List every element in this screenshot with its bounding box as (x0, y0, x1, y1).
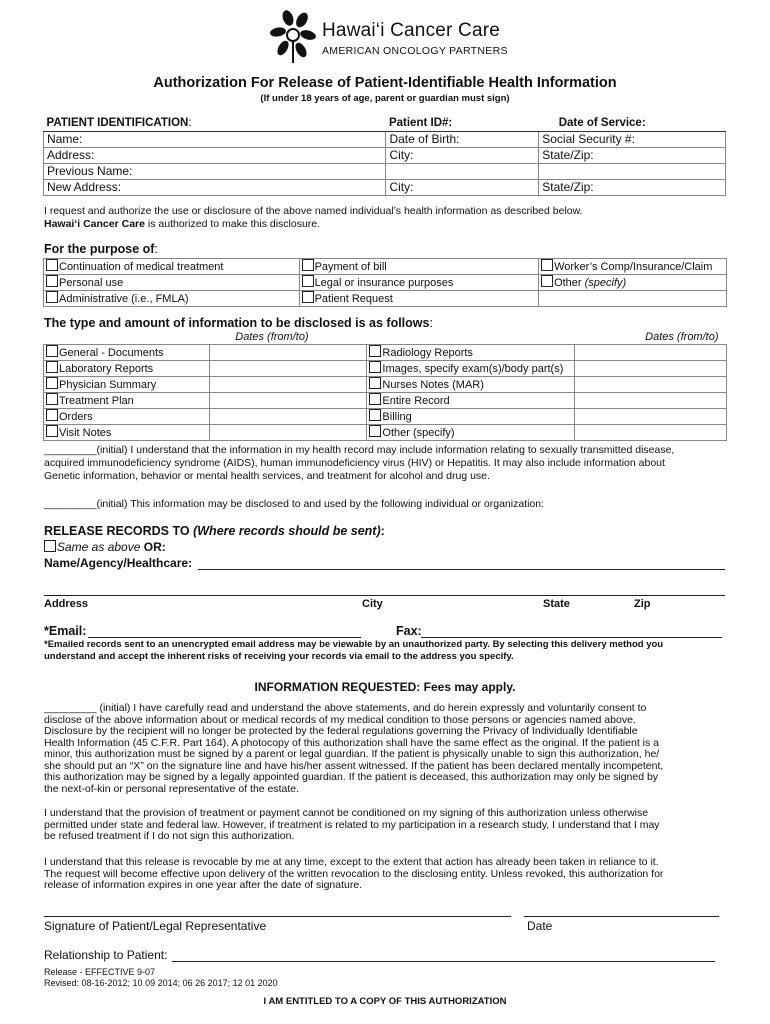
text-line: this authorization may be signed by a legally appointed guardian. If the patient is deceased, this authorization may only be signed by (44, 771, 659, 783)
text-line: Release - EFFECTIVE 9-07 (44, 967, 156, 977)
name-agency-label: Name/Agency/Healthcare: (44, 556, 193, 570)
date-of-service-label: Date of Service: (539, 116, 726, 132)
state-zip-field[interactable]: State/Zip: (539, 148, 726, 164)
dates-input[interactable] (575, 409, 727, 425)
dates-from-to-label: Dates (from/to) (235, 331, 309, 343)
text-line: The request will become effective upon delivery of the written revocation to the disclosing entity. Unless revoked, this authorization for (44, 867, 664, 880)
patient-identification-table (43, 116, 726, 196)
initial-disclosure-paragraph (44, 444, 734, 483)
relationship-label: Relationship to Patient: (44, 948, 168, 962)
text-line: be refused treatment if I do not sign this authorization. (44, 830, 295, 842)
info-type-option[interactable]: Entire Record (367, 393, 575, 409)
info-type-option[interactable]: Visit Notes (44, 425, 210, 441)
initial-authorization-line: _________(initial) This information may be disclosed to and used by the following individual or organization: (44, 498, 545, 510)
revocation-paragraph (44, 857, 724, 892)
info-type-option[interactable]: Laboratory Reports (44, 361, 210, 377)
address-label: Address (44, 598, 89, 610)
info-type-option[interactable]: Billing (367, 409, 575, 425)
checkbox[interactable] (302, 275, 314, 287)
new-address-field[interactable]: New Address: (44, 180, 386, 196)
purpose-option[interactable]: Payment of bill (299, 259, 539, 275)
text-line: permitted under state and federal law. However, if treatment is related to my participation in a research study, I understand that I may (44, 818, 660, 831)
consent-paragraph (44, 703, 724, 795)
checkbox[interactable] (302, 259, 314, 271)
dates-input[interactable] (209, 425, 367, 441)
logo-mark-icon (268, 8, 318, 64)
checkbox[interactable] (46, 361, 58, 373)
request-line-1: I request and authorize the use or disclosure of the above named individual’s health information as described below. (44, 205, 583, 217)
info-type-option[interactable]: Radiology Reports (367, 345, 575, 361)
zip-label: Zip (634, 598, 651, 610)
patient-identification-label: PATIENT IDENTIFICATION: (44, 116, 386, 132)
signature-label: Signature of Patient/Legal Representative (44, 919, 267, 933)
empty-cell (367, 331, 575, 345)
purpose-option[interactable]: Patient Request (299, 291, 539, 307)
empty-cell (539, 164, 726, 180)
checkbox[interactable] (541, 275, 553, 287)
text-line: _________ (initial) I have carefully read and understand the above statements, and do herein expressly and voluntarily consent to (44, 702, 647, 714)
dates-from-to-label: Dates (from/to) (645, 331, 719, 343)
information-requested-heading: INFORMATION REQUESTED: Fees may apply. (254, 680, 516, 694)
dates-input[interactable] (209, 361, 367, 377)
text-line: disclose of the above information about or medical records of my medical condition to those persons or agencies named above. (44, 713, 636, 726)
fax-input-line[interactable] (421, 637, 722, 638)
text-line: *Emailed records sent to an unencrypted email address may be viewable by an unauthorized party. By selecting this delivery method you (44, 639, 664, 650)
city-label: City (362, 598, 383, 610)
purpose-option[interactable]: Personal use (44, 275, 300, 291)
ssn-field[interactable]: Social Security #: (539, 132, 726, 148)
checkbox[interactable] (46, 409, 58, 421)
dates-input[interactable] (575, 361, 727, 377)
type-heading: The type and amount of information to be disclosed is as follows: (44, 316, 433, 330)
text-line: Genetic information, behavior or mental health services, and treatment for alcohol and drug use. (44, 470, 490, 482)
checkbox[interactable] (369, 377, 381, 389)
text-line: Revised: 08-16-2012; 10 09 2014; 06 26 2017; 12 01 2020 (44, 978, 278, 988)
information-type-table (43, 331, 727, 441)
purpose-heading: For the purpose of: (44, 242, 158, 256)
purpose-option[interactable]: Legal or insurance purposes (299, 275, 539, 291)
text-line: the next-of-kin or personal representative of the estate. (44, 782, 300, 795)
purpose-option[interactable]: Worker’s Comp/Insurance/Claim (539, 259, 727, 275)
checkbox[interactable] (46, 291, 58, 303)
checkbox[interactable] (46, 425, 58, 437)
name-field[interactable]: Name: (44, 132, 386, 148)
text-line: I understand that the provision of treatment or payment cannot be conditioned on my signing of this authorization unless otherwise (44, 807, 649, 819)
entitled-copy-notice: I AM ENTITLED TO A COPY OF THIS AUTHORIZATION (263, 996, 507, 1007)
date-input-line[interactable] (524, 916, 719, 917)
checkbox[interactable] (302, 291, 314, 303)
email-warning-note (44, 639, 663, 663)
info-type-option[interactable]: Treatment Plan (44, 393, 210, 409)
email-label: *Email: (44, 624, 87, 638)
info-type-option[interactable]: Nurses Notes (MAR) (367, 377, 575, 393)
text-line: I understand that this release is revocable by me at any time, except to the extent that action has already been taken in reliance to it. (44, 856, 659, 868)
checkbox[interactable] (46, 275, 58, 287)
checkbox[interactable] (46, 345, 58, 357)
purpose-option[interactable]: Administrative (i.e., FMLA) (44, 291, 300, 307)
treatment-condition-paragraph (44, 808, 724, 843)
form-title: Authorization For Release of Patient-Identifiable Health Information (153, 75, 617, 91)
request-statement (44, 205, 583, 231)
dates-input[interactable] (575, 425, 727, 441)
same-as-above-option[interactable]: Same as above OR: (44, 540, 166, 554)
checkbox[interactable] (369, 345, 381, 357)
state-label: State (543, 598, 570, 610)
city-field[interactable]: City: (386, 148, 539, 164)
form-subtitle: (If under 18 years of age, parent or guardian must sign) (260, 93, 510, 104)
dates-input[interactable] (575, 377, 727, 393)
info-type-option[interactable]: Physician Summary (44, 377, 210, 393)
info-type-option[interactable]: Other (specify) (367, 425, 575, 441)
address-input-line[interactable] (44, 595, 725, 596)
checkbox[interactable] (541, 259, 553, 271)
checkbox[interactable] (369, 393, 381, 405)
dates-input[interactable] (209, 377, 367, 393)
dates-input[interactable] (209, 409, 367, 425)
org-subtitle: AMERICAN ONCOLOGY PARTNERS (322, 45, 508, 57)
release-records-heading: RELEASE RECORDS TO (Where records should be sent): (44, 524, 385, 538)
org-name: Hawai‘i Cancer Care (322, 20, 501, 41)
checkbox[interactable] (44, 540, 56, 552)
dates-input[interactable] (209, 393, 367, 409)
checkbox[interactable] (46, 377, 58, 389)
checkbox[interactable] (369, 409, 381, 421)
dob-field[interactable]: Date of Birth: (386, 132, 539, 148)
relationship-input-line[interactable] (172, 961, 715, 962)
text-line: she should put an “X” on the signature line and have his/her assent witnessed. If the patient has been declared mentally incompetent, (44, 759, 664, 772)
name-agency-input-line[interactable] (198, 569, 725, 570)
signature-input-line[interactable] (44, 916, 511, 917)
address-field[interactable]: Address: (44, 148, 386, 164)
purpose-table (43, 258, 727, 307)
revision-info (44, 967, 278, 989)
purpose-option[interactable]: Continuation of medical treatment (44, 259, 300, 275)
new-state-zip-field[interactable]: State/Zip: (539, 180, 726, 196)
info-type-option[interactable]: General - Documents (44, 345, 210, 361)
checkbox[interactable] (46, 259, 58, 271)
empty-cell (44, 331, 210, 345)
purpose-option[interactable]: Other (specify) (539, 275, 727, 291)
text-line: acquired immunodeficiency syndrome (AIDS), human immunodeficiency virus (HIV) or Hepatitis. It may also include information about (44, 457, 665, 469)
request-line-2: Hawai‘i Cancer Care is authorized to make this disclosure. (44, 218, 321, 230)
checkbox[interactable] (46, 393, 58, 405)
text-line: _________(initial) I understand that the information in my health record may include information relating to sexually transmitted disease, (44, 444, 675, 456)
checkbox[interactable] (369, 425, 381, 437)
email-input-line[interactable] (88, 637, 361, 638)
dates-input[interactable] (575, 345, 727, 361)
previous-name-field[interactable]: Previous Name: (44, 164, 386, 180)
text-line: Disclosure by the recipient will no longer be protected by the federal regulations governing the Privacy of Individually Identifiable (44, 725, 638, 737)
text-line: understand and accept the inherent risks of receiving your records via email to the address you specify. (44, 651, 514, 662)
new-city-field[interactable]: City: (386, 180, 539, 196)
text-line: Health Information (45 C.F.R. Part 164). A photocopy of this authorization shall have the same effect as the original. If the patient is a (44, 736, 659, 749)
checkbox[interactable] (369, 361, 381, 373)
date-label: Date (527, 919, 553, 933)
info-type-option[interactable]: Orders (44, 409, 210, 425)
text-line: minor, this authorization must be signed by a parent or legal guardian. If the patient is physically unable to sign this authorization, he/ (44, 748, 660, 760)
dates-input[interactable] (209, 345, 367, 361)
logo (268, 8, 508, 64)
dates-input[interactable] (575, 393, 727, 409)
info-type-option[interactable]: Images, specify exam(s)/body part(s) (367, 361, 575, 377)
empty-cell (539, 291, 727, 307)
empty-cell (386, 164, 539, 180)
fax-label: Fax: (396, 624, 422, 638)
patient-id-label: Patient ID#: (386, 116, 539, 132)
text-line: release of information expires in one year after the date of signature. (44, 879, 363, 891)
